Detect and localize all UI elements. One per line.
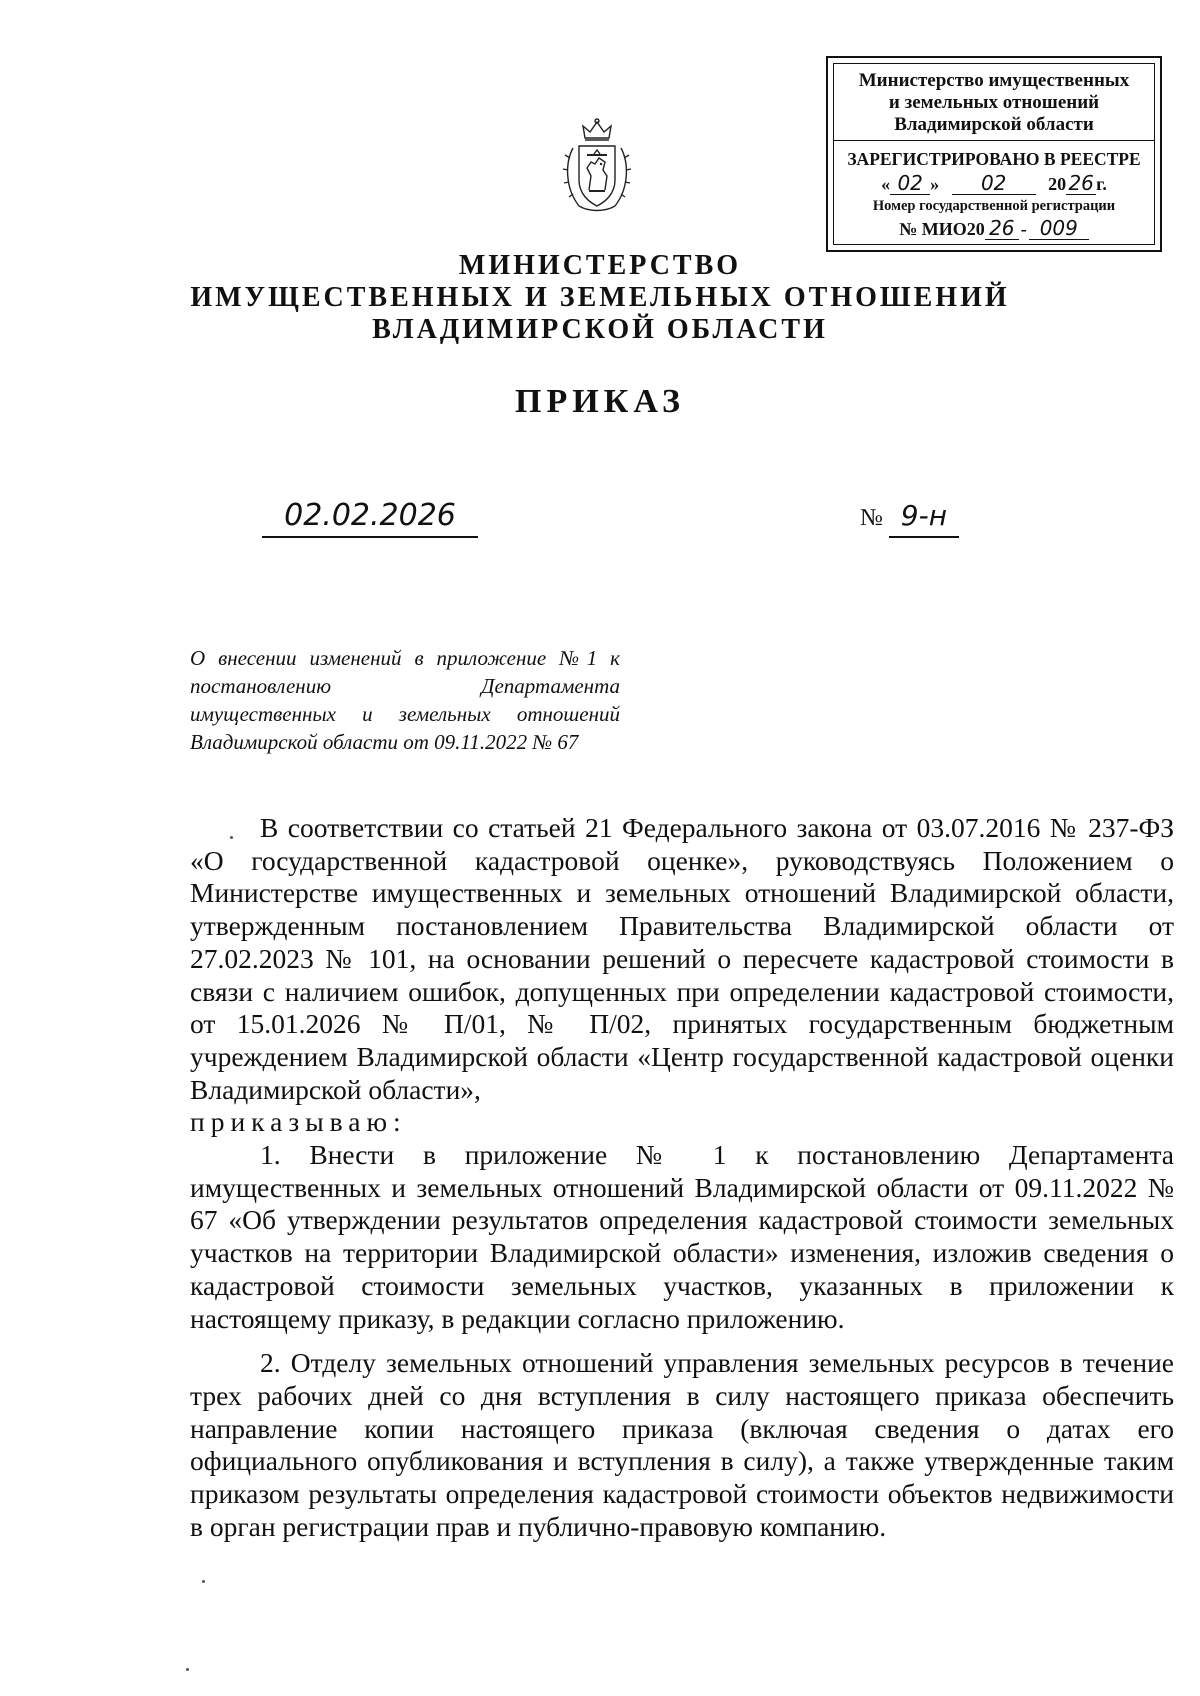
scan-speck: [230, 836, 233, 839]
stamp-reg-number-sep: -: [1020, 219, 1027, 239]
stamp-date-month: 02: [952, 172, 1036, 195]
ministry-title-line-1: МИНИСТЕРСТВО: [458, 250, 742, 281]
order-item-2: 2. Отделу земельных отношений управления земельных ресурсов в течение трех рабочих дней со дня вступления в силу настоящего приказа обеспечить направление копии настоящего приказа (включая сведения о датах его официального опубликования и вступления в силу), а также утвержденные таким приказом результаты определения кадастровой стоимости объектов недвижимости в орган регистрации прав и публично-правовую компанию.: [190, 1347, 1174, 1542]
coat-of-arms-icon: [561, 118, 633, 216]
stamp-org-line-3: Владимирской области: [894, 114, 1094, 135]
preamble-paragraph: [190, 812, 1174, 1106]
stamp-reg-number-prefix: № МИО20: [899, 219, 985, 239]
scan-speck: [202, 1580, 205, 1583]
stamp-date-year-tail: г.: [1096, 174, 1107, 194]
order-body: [190, 812, 1174, 1543]
stamp-inner-frame: [833, 63, 1155, 245]
stamp-date-year-prefix: 20: [1048, 174, 1067, 194]
scan-speck: [186, 1668, 189, 1671]
stamp-reg-number-year: 26: [985, 217, 1019, 240]
registration-stamp: [826, 56, 1162, 252]
order-number-value: 9-н: [889, 496, 959, 538]
stamp-date-day: 02: [890, 172, 930, 195]
stamp-date-year-suffix: 26: [1066, 172, 1096, 195]
order-date: 02.02.2026: [262, 496, 478, 538]
stamp-reg-number-title: Номер государственной регистрации: [872, 198, 1116, 214]
stamp-org-line-1: Министерство имущественных: [858, 70, 1130, 91]
document-type: ПРИКАЗ: [515, 383, 685, 420]
stamp-reg-number-value: 009: [1029, 217, 1089, 240]
ministry-title-line-3: ВЛАДИМИРСКОЙ ОБЛАСТИ: [372, 314, 828, 345]
order-number: [860, 496, 959, 538]
order-word: приказываю:: [190, 1106, 407, 1138]
order-number-label: №: [860, 505, 883, 531]
order-item-1: 1. Внести в приложение № 1 к постановлению Департамента имущественных и земельных отношений Владимирской области от 09.11.2022 № 67 «Об утверждении результатов определения кадастровой стоимости земельных участков на территории Владимирской области» изменения, изложив сведения о кадастровой стоимости земельных участков, указанных в приложении к настоящему приказу, в редакции согласно приложению.: [190, 1139, 1174, 1334]
stamp-registered-title: ЗАРЕГИСТРИРОВАНО В РЕЕСТРЕ: [847, 149, 1141, 169]
stamp-org-line-2: и земельных отношений: [888, 92, 1100, 113]
stamp-date: « 02 » 02 20 26 г.: [881, 171, 1107, 195]
stamp-reg-number: [834, 217, 1154, 240]
preamble-text: В соответствии со статьей 21 Федерального закона от 03.07.2016 № 237-ФЗ «О государственной кадастровой оценке», руководствуясь Положением о Министерстве имущественных и земельных отношений Владимирской области, утвержденным постановлением Правительства Владимирской области от 27.02.2023 № 101, на основании решений о пересчете кадастровой стоимости в связи с наличием ошибок, допущенных при определении кадастровой стоимости, от 15.01.2026 № П/01, № П/02, принятых государственным бюджетным учреждением Владимирской области «Центр государственной кадастровой оценки Владимирской области»,: [190, 812, 1174, 1105]
ministry-title-line-2: ИМУЩЕСТВЕННЫХ И ЗЕМЕЛЬНЫХ ОТНОШЕНИЙ: [190, 282, 1010, 313]
stamp-organization: [834, 64, 1154, 141]
order-subject: О внесении изменений в приложение №1 к постановлению Департамента имущественных и земельных отношений Владимирской области от 09.11.2022 № 67: [190, 646, 620, 754]
